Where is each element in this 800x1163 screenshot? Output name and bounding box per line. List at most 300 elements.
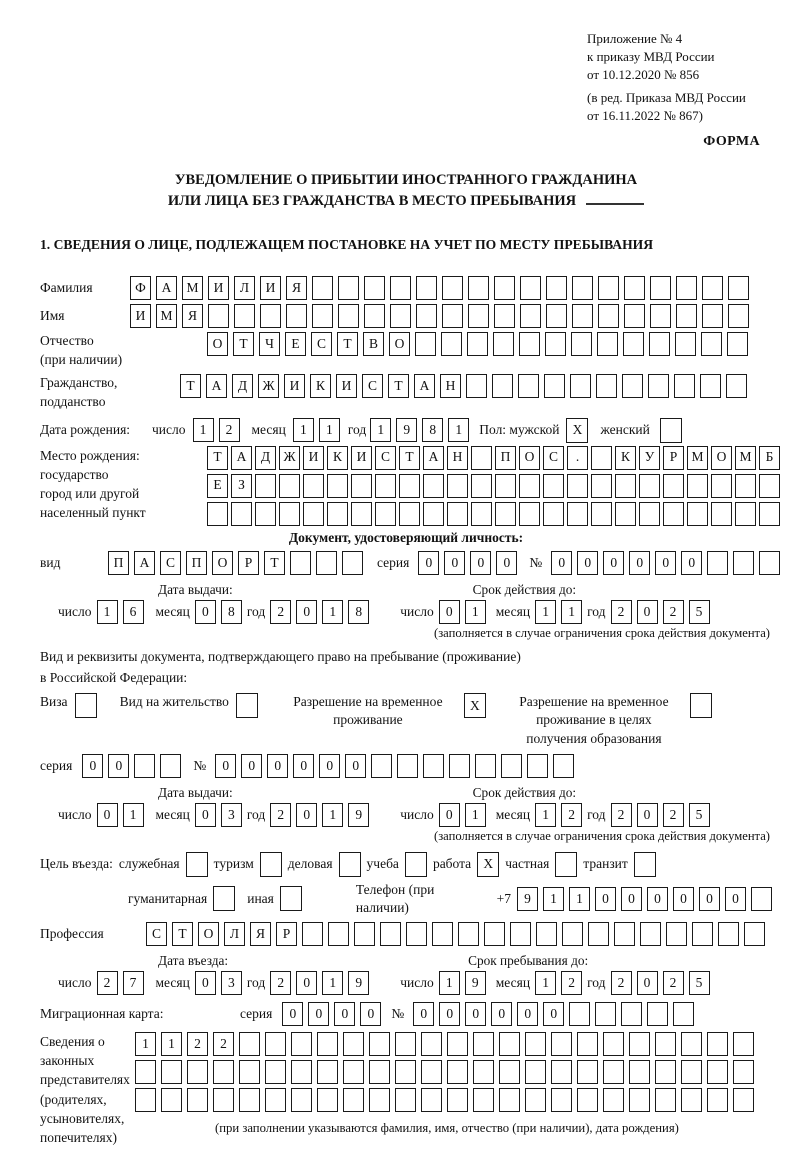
char-cell[interactable]: 1 bbox=[319, 418, 340, 442]
char-cell[interactable] bbox=[134, 754, 155, 778]
char-cell[interactable] bbox=[160, 754, 181, 778]
purpose-study-checkbox[interactable] bbox=[405, 852, 427, 877]
char-cell[interactable] bbox=[733, 1032, 754, 1056]
char-cell[interactable]: 0 bbox=[308, 1002, 329, 1026]
char-cell[interactable] bbox=[213, 1060, 234, 1084]
char-cell[interactable]: У bbox=[639, 446, 660, 470]
char-cell[interactable] bbox=[733, 1060, 754, 1084]
char-cell[interactable]: 0 bbox=[595, 887, 616, 911]
char-cell[interactable] bbox=[546, 276, 567, 300]
char-cell[interactable] bbox=[551, 1060, 572, 1084]
char-cell[interactable] bbox=[577, 1088, 598, 1112]
char-cell[interactable]: Т bbox=[207, 446, 228, 470]
char-cell[interactable] bbox=[655, 1088, 676, 1112]
char-cell[interactable]: 0 bbox=[439, 600, 460, 624]
char-cell[interactable] bbox=[570, 374, 591, 398]
char-cell[interactable] bbox=[572, 304, 593, 328]
char-cell[interactable] bbox=[569, 1002, 590, 1026]
char-cell[interactable] bbox=[571, 332, 592, 356]
char-cell[interactable] bbox=[707, 1060, 728, 1084]
char-cell[interactable] bbox=[655, 1032, 676, 1056]
char-cell[interactable] bbox=[327, 474, 348, 498]
char-cell[interactable] bbox=[286, 304, 307, 328]
char-cell[interactable] bbox=[759, 474, 780, 498]
char-cell[interactable] bbox=[484, 922, 505, 946]
char-cell[interactable] bbox=[700, 374, 721, 398]
char-cell[interactable]: Е bbox=[207, 474, 228, 498]
char-cell[interactable]: 0 bbox=[517, 1002, 538, 1026]
char-cell[interactable]: 1 bbox=[561, 600, 582, 624]
char-cell[interactable] bbox=[442, 304, 463, 328]
char-cell[interactable] bbox=[707, 1032, 728, 1056]
char-cell[interactable] bbox=[354, 922, 375, 946]
char-cell[interactable] bbox=[473, 1032, 494, 1056]
char-cell[interactable] bbox=[441, 332, 462, 356]
char-cell[interactable]: 9 bbox=[348, 971, 369, 995]
char-cell[interactable]: С bbox=[160, 551, 181, 575]
char-cell[interactable] bbox=[327, 502, 348, 526]
char-cell[interactable] bbox=[316, 551, 337, 575]
char-cell[interactable] bbox=[551, 1088, 572, 1112]
char-cell[interactable] bbox=[213, 1088, 234, 1112]
char-cell[interactable]: П bbox=[495, 446, 516, 470]
char-cell[interactable] bbox=[629, 1088, 650, 1112]
char-cell[interactable]: И bbox=[284, 374, 305, 398]
char-cell[interactable] bbox=[759, 502, 780, 526]
char-cell[interactable] bbox=[603, 1060, 624, 1084]
char-cell[interactable] bbox=[260, 304, 281, 328]
char-cell[interactable]: С bbox=[543, 446, 564, 470]
char-cell[interactable] bbox=[338, 304, 359, 328]
char-cell[interactable]: 0 bbox=[267, 754, 288, 778]
purpose-transit-checkbox[interactable] bbox=[634, 852, 656, 877]
char-cell[interactable]: 2 bbox=[270, 971, 291, 995]
char-cell[interactable] bbox=[735, 474, 756, 498]
char-cell[interactable] bbox=[395, 1060, 416, 1084]
char-cell[interactable] bbox=[733, 1088, 754, 1112]
char-cell[interactable] bbox=[519, 474, 540, 498]
char-cell[interactable]: В bbox=[363, 332, 384, 356]
char-cell[interactable] bbox=[317, 1032, 338, 1056]
char-cell[interactable] bbox=[255, 474, 276, 498]
char-cell[interactable] bbox=[447, 474, 468, 498]
char-cell[interactable]: О bbox=[389, 332, 410, 356]
char-cell[interactable] bbox=[187, 1060, 208, 1084]
char-cell[interactable] bbox=[596, 374, 617, 398]
char-cell[interactable] bbox=[640, 922, 661, 946]
char-cell[interactable] bbox=[421, 1060, 442, 1084]
char-cell[interactable]: 0 bbox=[296, 600, 317, 624]
char-cell[interactable] bbox=[629, 1060, 650, 1084]
char-cell[interactable]: 7 bbox=[123, 971, 144, 995]
char-cell[interactable] bbox=[711, 502, 732, 526]
char-cell[interactable] bbox=[707, 1088, 728, 1112]
char-cell[interactable]: 6 bbox=[123, 600, 144, 624]
char-cell[interactable] bbox=[519, 332, 540, 356]
char-cell[interactable] bbox=[733, 551, 754, 575]
char-cell[interactable]: 0 bbox=[470, 551, 491, 575]
char-cell[interactable] bbox=[475, 754, 496, 778]
char-cell[interactable] bbox=[239, 1088, 260, 1112]
char-cell[interactable] bbox=[397, 754, 418, 778]
char-cell[interactable]: 8 bbox=[221, 600, 242, 624]
char-cell[interactable]: К bbox=[615, 446, 636, 470]
char-cell[interactable]: 2 bbox=[187, 1032, 208, 1056]
char-cell[interactable] bbox=[648, 374, 669, 398]
char-cell[interactable]: 0 bbox=[413, 1002, 434, 1026]
char-cell[interactable] bbox=[726, 374, 747, 398]
char-cell[interactable]: 0 bbox=[496, 551, 517, 575]
char-cell[interactable] bbox=[675, 332, 696, 356]
char-cell[interactable]: 1 bbox=[465, 600, 486, 624]
char-cell[interactable] bbox=[622, 374, 643, 398]
purpose-private-checkbox[interactable] bbox=[555, 852, 577, 877]
char-cell[interactable] bbox=[265, 1032, 286, 1056]
char-cell[interactable]: 1 bbox=[97, 600, 118, 624]
char-cell[interactable] bbox=[624, 276, 645, 300]
char-cell[interactable]: Я bbox=[250, 922, 271, 946]
char-cell[interactable]: 0 bbox=[647, 887, 668, 911]
char-cell[interactable]: 0 bbox=[293, 754, 314, 778]
char-cell[interactable]: 0 bbox=[195, 803, 216, 827]
char-cell[interactable] bbox=[265, 1060, 286, 1084]
char-cell[interactable] bbox=[328, 922, 349, 946]
char-cell[interactable] bbox=[577, 1032, 598, 1056]
char-cell[interactable]: Т bbox=[233, 332, 254, 356]
char-cell[interactable]: 1 bbox=[123, 803, 144, 827]
char-cell[interactable] bbox=[615, 502, 636, 526]
char-cell[interactable] bbox=[442, 276, 463, 300]
char-cell[interactable] bbox=[279, 502, 300, 526]
char-cell[interactable] bbox=[525, 1060, 546, 1084]
char-cell[interactable]: И bbox=[260, 276, 281, 300]
char-cell[interactable] bbox=[518, 374, 539, 398]
char-cell[interactable]: 1 bbox=[543, 887, 564, 911]
char-cell[interactable] bbox=[591, 446, 612, 470]
char-cell[interactable] bbox=[624, 304, 645, 328]
char-cell[interactable]: 0 bbox=[334, 1002, 355, 1026]
char-cell[interactable]: 0 bbox=[725, 887, 746, 911]
char-cell[interactable] bbox=[312, 276, 333, 300]
char-cell[interactable]: 2 bbox=[97, 971, 118, 995]
char-cell[interactable]: Е bbox=[285, 332, 306, 356]
char-cell[interactable] bbox=[702, 304, 723, 328]
char-cell[interactable]: 1 bbox=[448, 418, 469, 442]
char-cell[interactable] bbox=[543, 502, 564, 526]
char-cell[interactable] bbox=[369, 1060, 390, 1084]
char-cell[interactable] bbox=[577, 1060, 598, 1084]
char-cell[interactable]: 0 bbox=[655, 551, 676, 575]
purpose-tourism-checkbox[interactable] bbox=[260, 852, 282, 877]
char-cell[interactable]: И bbox=[336, 374, 357, 398]
purpose-humanitarian-checkbox[interactable] bbox=[213, 886, 235, 911]
char-cell[interactable] bbox=[369, 1088, 390, 1112]
char-cell[interactable]: 9 bbox=[465, 971, 486, 995]
char-cell[interactable]: Л bbox=[234, 276, 255, 300]
purpose-official-checkbox[interactable] bbox=[186, 852, 208, 877]
char-cell[interactable] bbox=[663, 474, 684, 498]
male-checkbox[interactable]: X bbox=[566, 418, 588, 443]
char-cell[interactable] bbox=[598, 276, 619, 300]
char-cell[interactable]: Д bbox=[255, 446, 276, 470]
char-cell[interactable]: 1 bbox=[193, 418, 214, 442]
char-cell[interactable] bbox=[447, 502, 468, 526]
char-cell[interactable] bbox=[473, 1060, 494, 1084]
char-cell[interactable]: 0 bbox=[577, 551, 598, 575]
char-cell[interactable] bbox=[291, 1060, 312, 1084]
char-cell[interactable]: 0 bbox=[551, 551, 572, 575]
char-cell[interactable] bbox=[471, 502, 492, 526]
char-cell[interactable]: Т bbox=[399, 446, 420, 470]
char-cell[interactable] bbox=[303, 474, 324, 498]
char-cell[interactable]: С bbox=[146, 922, 167, 946]
char-cell[interactable]: 0 bbox=[637, 600, 658, 624]
char-cell[interactable]: 2 bbox=[561, 803, 582, 827]
char-cell[interactable] bbox=[543, 474, 564, 498]
temp-residence-education-checkbox[interactable] bbox=[690, 693, 712, 718]
char-cell[interactable] bbox=[614, 922, 635, 946]
char-cell[interactable]: Н bbox=[440, 374, 461, 398]
char-cell[interactable] bbox=[338, 276, 359, 300]
char-cell[interactable]: 0 bbox=[637, 971, 658, 995]
char-cell[interactable] bbox=[744, 922, 765, 946]
char-cell[interactable] bbox=[161, 1088, 182, 1112]
char-cell[interactable]: 0 bbox=[465, 1002, 486, 1026]
char-cell[interactable]: 1 bbox=[293, 418, 314, 442]
char-cell[interactable] bbox=[520, 304, 541, 328]
char-cell[interactable] bbox=[711, 474, 732, 498]
char-cell[interactable] bbox=[415, 332, 436, 356]
char-cell[interactable] bbox=[595, 1002, 616, 1026]
char-cell[interactable] bbox=[567, 502, 588, 526]
char-cell[interactable] bbox=[423, 502, 444, 526]
char-cell[interactable]: 0 bbox=[444, 551, 465, 575]
char-cell[interactable] bbox=[449, 754, 470, 778]
char-cell[interactable]: Н bbox=[447, 446, 468, 470]
char-cell[interactable]: О bbox=[207, 332, 228, 356]
char-cell[interactable] bbox=[494, 304, 515, 328]
char-cell[interactable] bbox=[623, 332, 644, 356]
char-cell[interactable]: 0 bbox=[439, 803, 460, 827]
char-cell[interactable] bbox=[728, 276, 749, 300]
char-cell[interactable] bbox=[423, 754, 444, 778]
char-cell[interactable] bbox=[650, 276, 671, 300]
char-cell[interactable] bbox=[650, 304, 671, 328]
char-cell[interactable]: Ф bbox=[130, 276, 151, 300]
char-cell[interactable]: Р bbox=[663, 446, 684, 470]
char-cell[interactable] bbox=[473, 1088, 494, 1112]
char-cell[interactable]: 0 bbox=[282, 1002, 303, 1026]
char-cell[interactable]: 1 bbox=[322, 803, 343, 827]
char-cell[interactable] bbox=[495, 474, 516, 498]
char-cell[interactable] bbox=[161, 1060, 182, 1084]
char-cell[interactable] bbox=[666, 922, 687, 946]
char-cell[interactable]: М bbox=[735, 446, 756, 470]
char-cell[interactable] bbox=[239, 1060, 260, 1084]
char-cell[interactable]: 1 bbox=[135, 1032, 156, 1056]
char-cell[interactable] bbox=[135, 1060, 156, 1084]
char-cell[interactable] bbox=[423, 474, 444, 498]
char-cell[interactable]: П bbox=[186, 551, 207, 575]
char-cell[interactable]: 2 bbox=[213, 1032, 234, 1056]
char-cell[interactable]: И bbox=[303, 446, 324, 470]
char-cell[interactable] bbox=[536, 922, 557, 946]
char-cell[interactable] bbox=[493, 332, 514, 356]
char-cell[interactable] bbox=[639, 474, 660, 498]
char-cell[interactable] bbox=[546, 304, 567, 328]
char-cell[interactable] bbox=[135, 1088, 156, 1112]
char-cell[interactable] bbox=[343, 1032, 364, 1056]
char-cell[interactable]: 0 bbox=[418, 551, 439, 575]
char-cell[interactable]: А bbox=[134, 551, 155, 575]
char-cell[interactable] bbox=[279, 474, 300, 498]
char-cell[interactable]: 1 bbox=[322, 600, 343, 624]
char-cell[interactable]: 5 bbox=[689, 971, 710, 995]
female-checkbox[interactable] bbox=[660, 418, 682, 443]
char-cell[interactable]: О bbox=[711, 446, 732, 470]
char-cell[interactable] bbox=[364, 276, 385, 300]
char-cell[interactable]: 0 bbox=[195, 971, 216, 995]
char-cell[interactable] bbox=[351, 474, 372, 498]
char-cell[interactable] bbox=[421, 1088, 442, 1112]
char-cell[interactable]: 0 bbox=[439, 1002, 460, 1026]
char-cell[interactable]: 1 bbox=[322, 971, 343, 995]
char-cell[interactable]: 0 bbox=[215, 754, 236, 778]
char-cell[interactable] bbox=[380, 922, 401, 946]
char-cell[interactable] bbox=[371, 754, 392, 778]
char-cell[interactable]: И bbox=[208, 276, 229, 300]
char-cell[interactable] bbox=[312, 304, 333, 328]
temp-residence-checkbox[interactable]: X bbox=[464, 693, 486, 718]
char-cell[interactable] bbox=[390, 276, 411, 300]
char-cell[interactable]: А bbox=[414, 374, 435, 398]
char-cell[interactable]: 2 bbox=[270, 803, 291, 827]
char-cell[interactable]: 2 bbox=[611, 600, 632, 624]
char-cell[interactable] bbox=[621, 1002, 642, 1026]
char-cell[interactable]: 0 bbox=[97, 803, 118, 827]
char-cell[interactable]: Ч bbox=[259, 332, 280, 356]
char-cell[interactable]: Т bbox=[337, 332, 358, 356]
char-cell[interactable]: М bbox=[156, 304, 177, 328]
char-cell[interactable] bbox=[255, 502, 276, 526]
char-cell[interactable] bbox=[519, 502, 540, 526]
char-cell[interactable]: 0 bbox=[82, 754, 103, 778]
char-cell[interactable] bbox=[598, 304, 619, 328]
char-cell[interactable]: Ж bbox=[279, 446, 300, 470]
char-cell[interactable]: 2 bbox=[611, 971, 632, 995]
char-cell[interactable] bbox=[735, 502, 756, 526]
char-cell[interactable]: С bbox=[362, 374, 383, 398]
char-cell[interactable] bbox=[591, 502, 612, 526]
char-cell[interactable] bbox=[471, 474, 492, 498]
char-cell[interactable]: П bbox=[108, 551, 129, 575]
char-cell[interactable] bbox=[562, 922, 583, 946]
char-cell[interactable]: . bbox=[567, 446, 588, 470]
char-cell[interactable]: 3 bbox=[221, 971, 242, 995]
char-cell[interactable]: 1 bbox=[370, 418, 391, 442]
char-cell[interactable]: 1 bbox=[535, 803, 556, 827]
char-cell[interactable] bbox=[701, 332, 722, 356]
char-cell[interactable]: Я bbox=[182, 304, 203, 328]
char-cell[interactable]: 2 bbox=[219, 418, 240, 442]
char-cell[interactable] bbox=[674, 374, 695, 398]
char-cell[interactable]: Л bbox=[224, 922, 245, 946]
char-cell[interactable] bbox=[447, 1060, 468, 1084]
char-cell[interactable] bbox=[501, 754, 522, 778]
char-cell[interactable] bbox=[208, 304, 229, 328]
char-cell[interactable]: Т bbox=[264, 551, 285, 575]
char-cell[interactable]: 1 bbox=[439, 971, 460, 995]
char-cell[interactable] bbox=[681, 1060, 702, 1084]
char-cell[interactable] bbox=[702, 276, 723, 300]
char-cell[interactable]: 0 bbox=[296, 803, 317, 827]
char-cell[interactable] bbox=[302, 922, 323, 946]
char-cell[interactable]: 2 bbox=[270, 600, 291, 624]
char-cell[interactable] bbox=[673, 1002, 694, 1026]
char-cell[interactable]: М bbox=[687, 446, 708, 470]
char-cell[interactable] bbox=[718, 922, 739, 946]
char-cell[interactable] bbox=[676, 276, 697, 300]
char-cell[interactable]: Р bbox=[276, 922, 297, 946]
char-cell[interactable] bbox=[234, 304, 255, 328]
char-cell[interactable] bbox=[342, 551, 363, 575]
residence-permit-checkbox[interactable] bbox=[236, 693, 258, 718]
char-cell[interactable]: А bbox=[206, 374, 227, 398]
char-cell[interactable] bbox=[553, 754, 574, 778]
char-cell[interactable]: 0 bbox=[603, 551, 624, 575]
char-cell[interactable]: 9 bbox=[348, 803, 369, 827]
char-cell[interactable]: 0 bbox=[345, 754, 366, 778]
char-cell[interactable]: О bbox=[198, 922, 219, 946]
char-cell[interactable] bbox=[369, 1032, 390, 1056]
char-cell[interactable]: 0 bbox=[699, 887, 720, 911]
char-cell[interactable]: Б bbox=[759, 446, 780, 470]
char-cell[interactable] bbox=[207, 502, 228, 526]
char-cell[interactable]: И bbox=[351, 446, 372, 470]
char-cell[interactable] bbox=[406, 922, 427, 946]
char-cell[interactable] bbox=[351, 502, 372, 526]
char-cell[interactable]: 0 bbox=[621, 887, 642, 911]
char-cell[interactable] bbox=[495, 502, 516, 526]
char-cell[interactable] bbox=[390, 304, 411, 328]
char-cell[interactable] bbox=[231, 502, 252, 526]
char-cell[interactable] bbox=[447, 1088, 468, 1112]
char-cell[interactable] bbox=[291, 1032, 312, 1056]
char-cell[interactable] bbox=[510, 922, 531, 946]
char-cell[interactable] bbox=[597, 332, 618, 356]
char-cell[interactable]: 0 bbox=[319, 754, 340, 778]
char-cell[interactable]: 2 bbox=[611, 803, 632, 827]
char-cell[interactable] bbox=[499, 1088, 520, 1112]
char-cell[interactable]: 5 bbox=[689, 803, 710, 827]
char-cell[interactable]: 0 bbox=[296, 971, 317, 995]
char-cell[interactable]: 0 bbox=[108, 754, 129, 778]
char-cell[interactable] bbox=[187, 1088, 208, 1112]
char-cell[interactable] bbox=[591, 474, 612, 498]
char-cell[interactable]: 2 bbox=[663, 971, 684, 995]
char-cell[interactable] bbox=[544, 374, 565, 398]
char-cell[interactable] bbox=[303, 502, 324, 526]
char-cell[interactable]: К bbox=[310, 374, 331, 398]
char-cell[interactable]: 8 bbox=[422, 418, 443, 442]
char-cell[interactable] bbox=[647, 1002, 668, 1026]
char-cell[interactable]: 1 bbox=[465, 803, 486, 827]
char-cell[interactable] bbox=[494, 276, 515, 300]
char-cell[interactable]: Ж bbox=[258, 374, 279, 398]
char-cell[interactable] bbox=[317, 1088, 338, 1112]
char-cell[interactable] bbox=[681, 1088, 702, 1112]
char-cell[interactable]: О bbox=[519, 446, 540, 470]
